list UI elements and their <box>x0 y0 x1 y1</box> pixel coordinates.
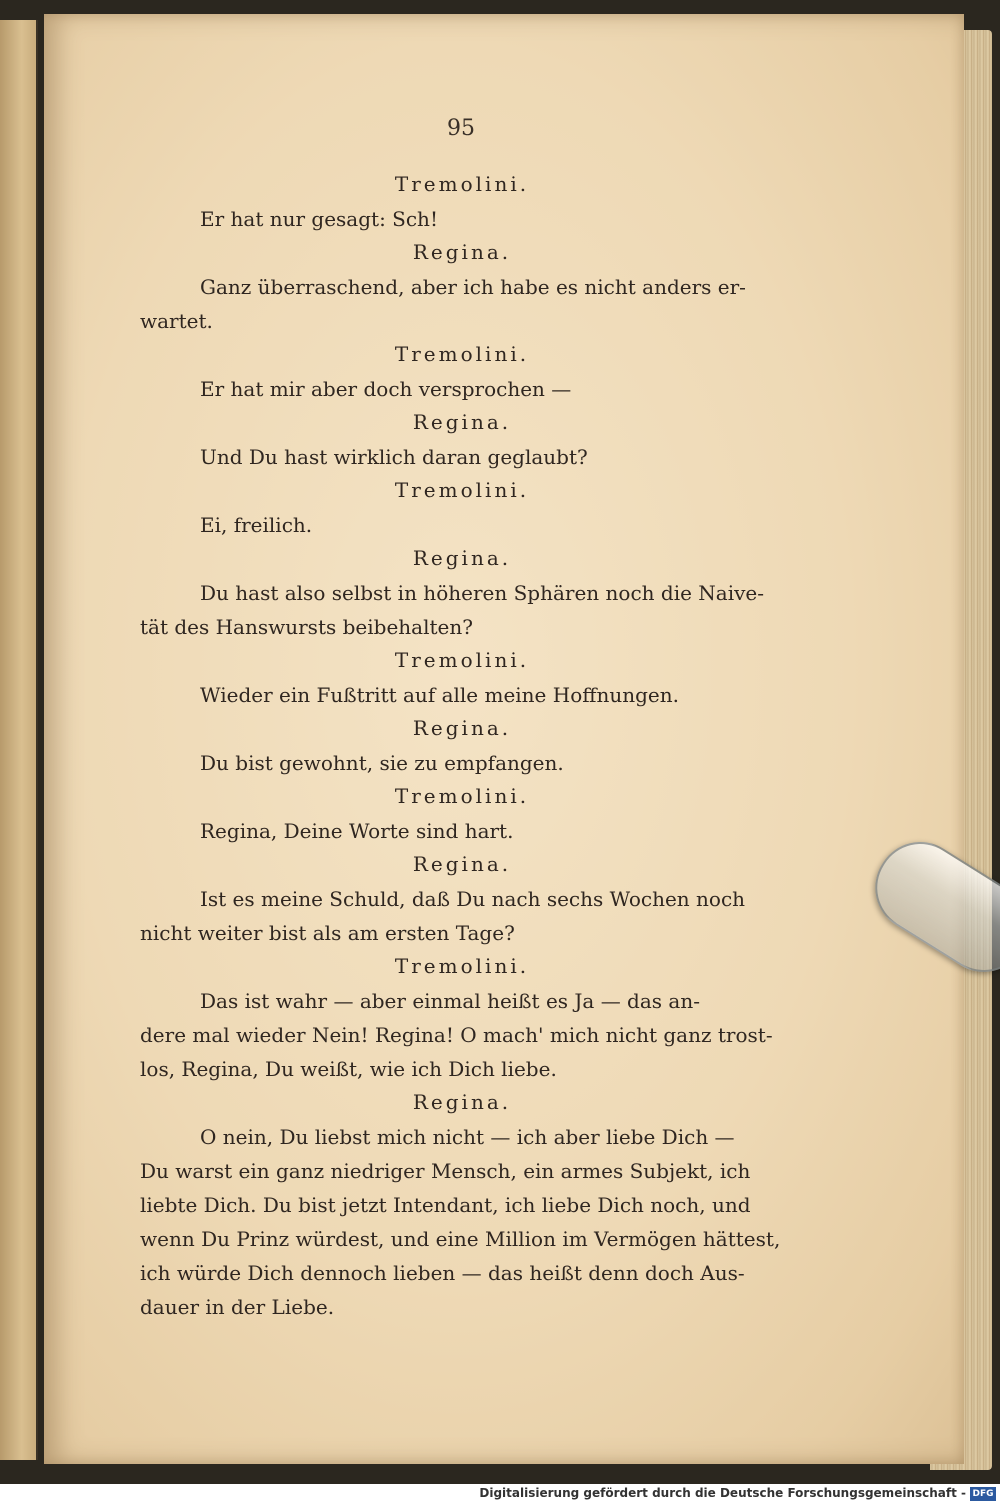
speaker-name: Regina. <box>412 410 512 434</box>
speaker-name: Tremolini. <box>394 648 530 672</box>
text-line: Er hat mir aber doch versprochen — <box>200 377 572 401</box>
text-line: los, Regina, Du weißt, wie ich Dich liebe. <box>140 1057 557 1081</box>
text-line: Ganz überraschend, aber ich habe es nicht anders er- <box>200 275 746 299</box>
text-line: dere mal wieder Nein! Regina! O mach' mich nicht ganz trost- <box>140 1023 773 1047</box>
speaker-name: Regina. <box>412 1090 512 1114</box>
text-line: ich würde Dich dennoch lieben — das heißt denn doch Aus- <box>140 1261 745 1285</box>
text-line: nicht weiter bist als am ersten Tage? <box>140 921 515 945</box>
text-line: liebte Dich. Du bist jetzt Intendant, ich liebe Dich noch, und <box>140 1193 751 1217</box>
text-line: O nein, Du liebst mich nicht — ich aber liebe Dich — <box>200 1125 735 1149</box>
text-line: Er hat nur gesagt: Sch! <box>200 207 438 231</box>
speaker-name: Regina. <box>412 240 512 264</box>
text-line: Regina, Deine Worte sind hart. <box>200 819 514 843</box>
speaker-name: Regina. <box>412 852 512 876</box>
speaker-name: Regina. <box>412 546 512 570</box>
text-line: Du warst ein ganz niedriger Mensch, ein armes Subjekt, ich <box>140 1159 751 1183</box>
footer-credit: Digitalisierung gefördert durch die Deutsche Forschungsgemeinschaft - <box>479 1486 966 1500</box>
page-number: 95 <box>447 116 475 141</box>
footer-bar <box>0 1484 1000 1506</box>
speaker-name: Regina. <box>412 716 512 740</box>
text-line: Ist es meine Schuld, daß Du nach sechs Wochen noch <box>200 887 746 911</box>
text-line: Ei, freilich. <box>200 513 313 537</box>
dfg-logo-icon: DFG <box>970 1487 996 1501</box>
text-line: Du hast also selbst in höheren Sphären noch die Naive- <box>200 581 764 605</box>
speaker-name: Tremolini. <box>394 478 530 502</box>
speaker-name: Tremolini. <box>394 954 530 978</box>
text-line: Wieder ein Fußtritt auf alle meine Hoffnungen. <box>200 683 679 707</box>
speaker-name: Tremolini. <box>394 784 530 808</box>
text-line: dauer in der Liebe. <box>140 1295 335 1319</box>
text-line: Das ist wahr — aber einmal heißt es Ja — das an- <box>200 989 700 1013</box>
text-line: tät des Hanswursts beibehalten? <box>140 615 473 639</box>
dialogue-text <box>140 168 781 1324</box>
text-line: Und Du hast wirklich daran geglaubt? <box>200 445 588 469</box>
text-line: wenn Du Prinz würdest, und eine Million im Vermögen hättest, <box>140 1227 781 1251</box>
speaker-name: Tremolini. <box>394 342 530 366</box>
left-page-edge <box>0 20 38 1460</box>
text-line: wartet. <box>140 309 213 333</box>
speaker-name: Tremolini. <box>394 172 530 196</box>
text-line: Du bist gewohnt, sie zu empfangen. <box>200 751 564 775</box>
